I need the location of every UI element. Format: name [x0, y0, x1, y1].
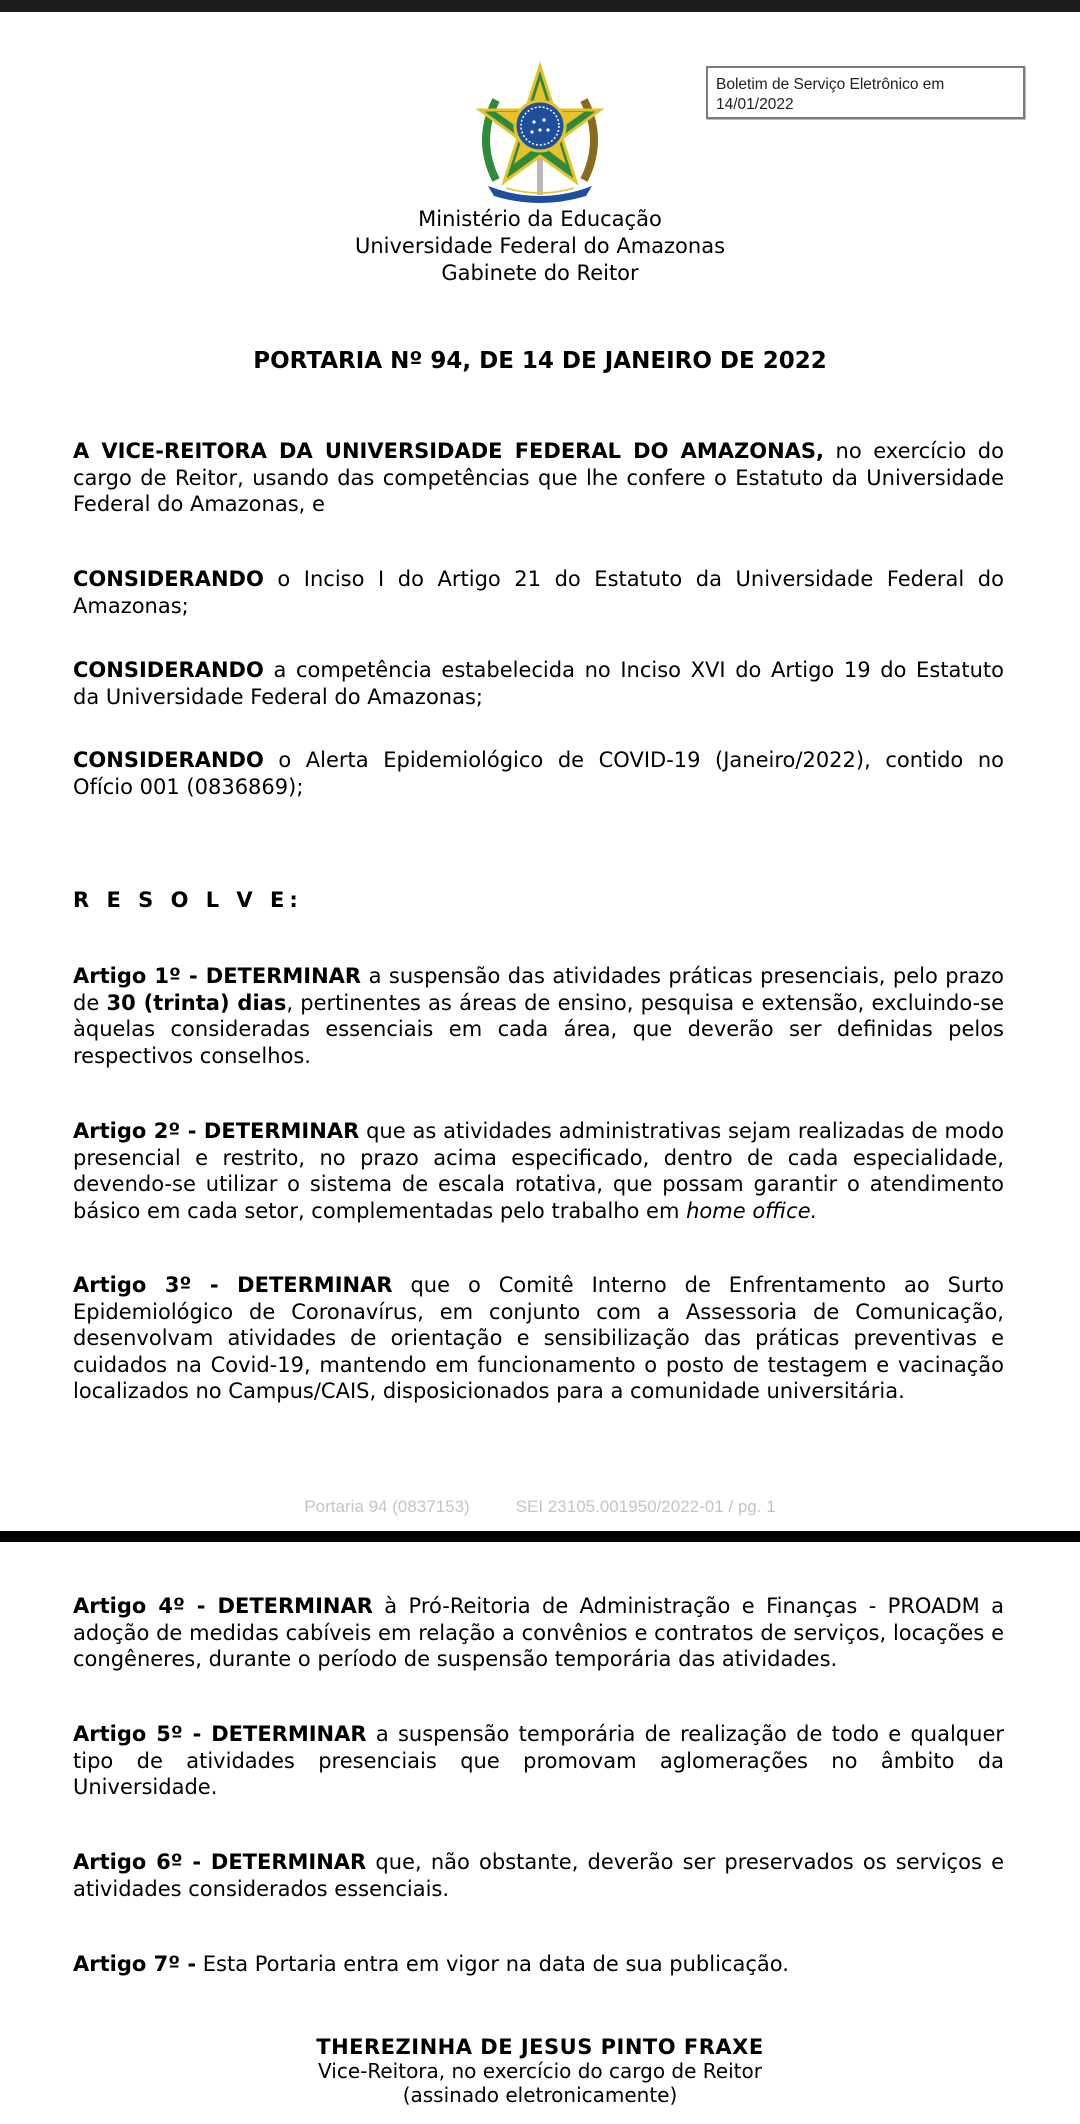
considerando-text: o Inciso I do Artigo 21 do Estatuto da Universidade Federal do Amazonas;: [73, 567, 1004, 618]
brazil-coat-of-arms-icon: [466, 60, 614, 208]
article-2-italic: home office.: [686, 1198, 818, 1223]
signature-block: [0, 2035, 1080, 2107]
university-name: Universidade Federal do Amazonas: [354, 234, 726, 258]
considerando-paragraph: [73, 747, 1004, 800]
article-1-text-a: a suspensão das atividades práticas presenciais, pelo prazo de: [73, 964, 1004, 1015]
footer-sei-ref: SEI 23105.001950/2022-01 / pg. 1: [515, 1497, 776, 1516]
preamble-text: no exercício do cargo de Reitor, usando das competências que lhe confere o Estatuto da Universidade Federal do Amazonas, e: [73, 439, 1004, 516]
page-footer: [0, 1497, 1080, 1517]
office-name: Gabinete do Reitor: [441, 261, 639, 285]
considerando-label: CONSIDERANDO: [73, 748, 264, 772]
article-2: [73, 1118, 1004, 1224]
article-7-text: Esta Portaria entra em vigor na data de sua publicação.: [196, 1952, 789, 1976]
article-2-label: Artigo 2º - DETERMINAR: [73, 1119, 360, 1143]
signatory-role: Vice-Reitora, no exercício do cargo de Reitor: [318, 2059, 762, 2083]
article-3-label: Artigo 3º - DETERMINAR: [73, 1273, 393, 1297]
page-break-bar: [0, 1531, 1080, 1542]
article-1-label: Artigo 1º - DETERMINAR: [73, 964, 362, 988]
considerando-text: o Alerta Epidemiológico de COVID-19 (Janeiro/2022), contido no Ofício 001 (0836869);: [73, 748, 1004, 799]
footer-doc-ref: Portaria 94 (0837153): [304, 1497, 470, 1516]
signature-note: (assinado eletronicamente): [402, 2083, 678, 2107]
article-4-label: Artigo 4º - DETERMINAR: [73, 1594, 373, 1618]
article-5-label: Artigo 5º - DETERMINAR: [73, 1722, 367, 1746]
article-1-text-b: , pertinentes as áreas de ensino, pesquisa e extensão, excluindo-se àquelas consideradas essenciais em cada área, que deverão ser definidas pelos respectivos conselhos.: [73, 990, 1004, 1068]
article-1: [73, 963, 1004, 1069]
article-5-text: a suspensão temporária de realização de todo e qualquer tipo de atividades presenciais que promovam aglomerações no âmbito da Universidade.: [73, 1722, 1004, 1799]
document-title: PORTARIA Nº 94, DE 14 DE JANEIRO DE 2022: [253, 348, 827, 374]
article-7: [73, 1951, 1004, 1978]
stamp-line-1: Boletim de Serviço Eletrônico em: [716, 76, 945, 93]
considerando-label: CONSIDERANDO: [73, 567, 264, 591]
stamp-line-2: 14/01/2022: [716, 96, 794, 113]
preamble-bold: A VICE-REITORA DA UNIVERSIDADE FEDERAL DO AMAZONAS,: [73, 439, 825, 463]
publication-stamp: [706, 66, 1025, 119]
considerando-paragraph: [73, 566, 1004, 619]
considerando-text: a competência estabelecida no Inciso XVI do Artigo 19 do Estatuto da Universidade Federal do Amazonas;: [73, 658, 1004, 709]
article-4: [73, 1593, 1004, 1673]
article-6-text: que, não obstante, deverão ser preservados os serviços e atividades considerados essenciais.: [73, 1850, 1004, 1901]
article-6: [73, 1849, 1004, 1902]
considerando-paragraph: [73, 657, 1004, 710]
article-1-duration: 30 (trinta) dias: [106, 990, 287, 1015]
article-3-text: que o Comitê Interno de Enfrentamento ao Surto Epidemiológico de Coronavírus, em conjunto com a Assessoria de Comunicação, desenvolvam atividades de orientação e sensibilização das práticas preventivas e cuidados na Covid-19, mantendo em funcionamento o posto de testagem e vacinação localizados no Campus/CAIS, disposicionados para a comunidade universitária.: [73, 1273, 1004, 1403]
top-border-bar: [0, 0, 1080, 12]
considerando-label: CONSIDERANDO: [73, 658, 264, 682]
article-5: [73, 1721, 1004, 1801]
article-7-label: Artigo 7º -: [73, 1952, 197, 1976]
signatory-name: THEREZINHA DE JESUS PINTO FRAXE: [316, 2035, 764, 2059]
article-3: [73, 1272, 1004, 1405]
article-6-label: Artigo 6º - DETERMINAR: [73, 1850, 367, 1874]
preamble-paragraph: [73, 438, 1004, 518]
article-2-text: que as atividades administrativas sejam realizadas de modo presencial e restrito, no prazo acima especificado, dentro de cada especialidade, devendo-se utilizar o sistema de escala rotativa, que possam garantir o atendimento básico em cada setor, complementadas pelo trabalho em: [73, 1119, 1004, 1223]
institution-header: [0, 206, 1080, 287]
article-4-text: à Pró-Reitoria de Administração e Finanças - PROADM a adoção de medidas cabíveis em relação a convênios e contratos de serviços, locações e congêneres, durante o período de suspensão temporária das atividades.: [73, 1594, 1004, 1671]
ministry-name: Ministério da Educação: [418, 207, 662, 231]
resolve-heading: R E S O L V E:: [73, 888, 303, 912]
